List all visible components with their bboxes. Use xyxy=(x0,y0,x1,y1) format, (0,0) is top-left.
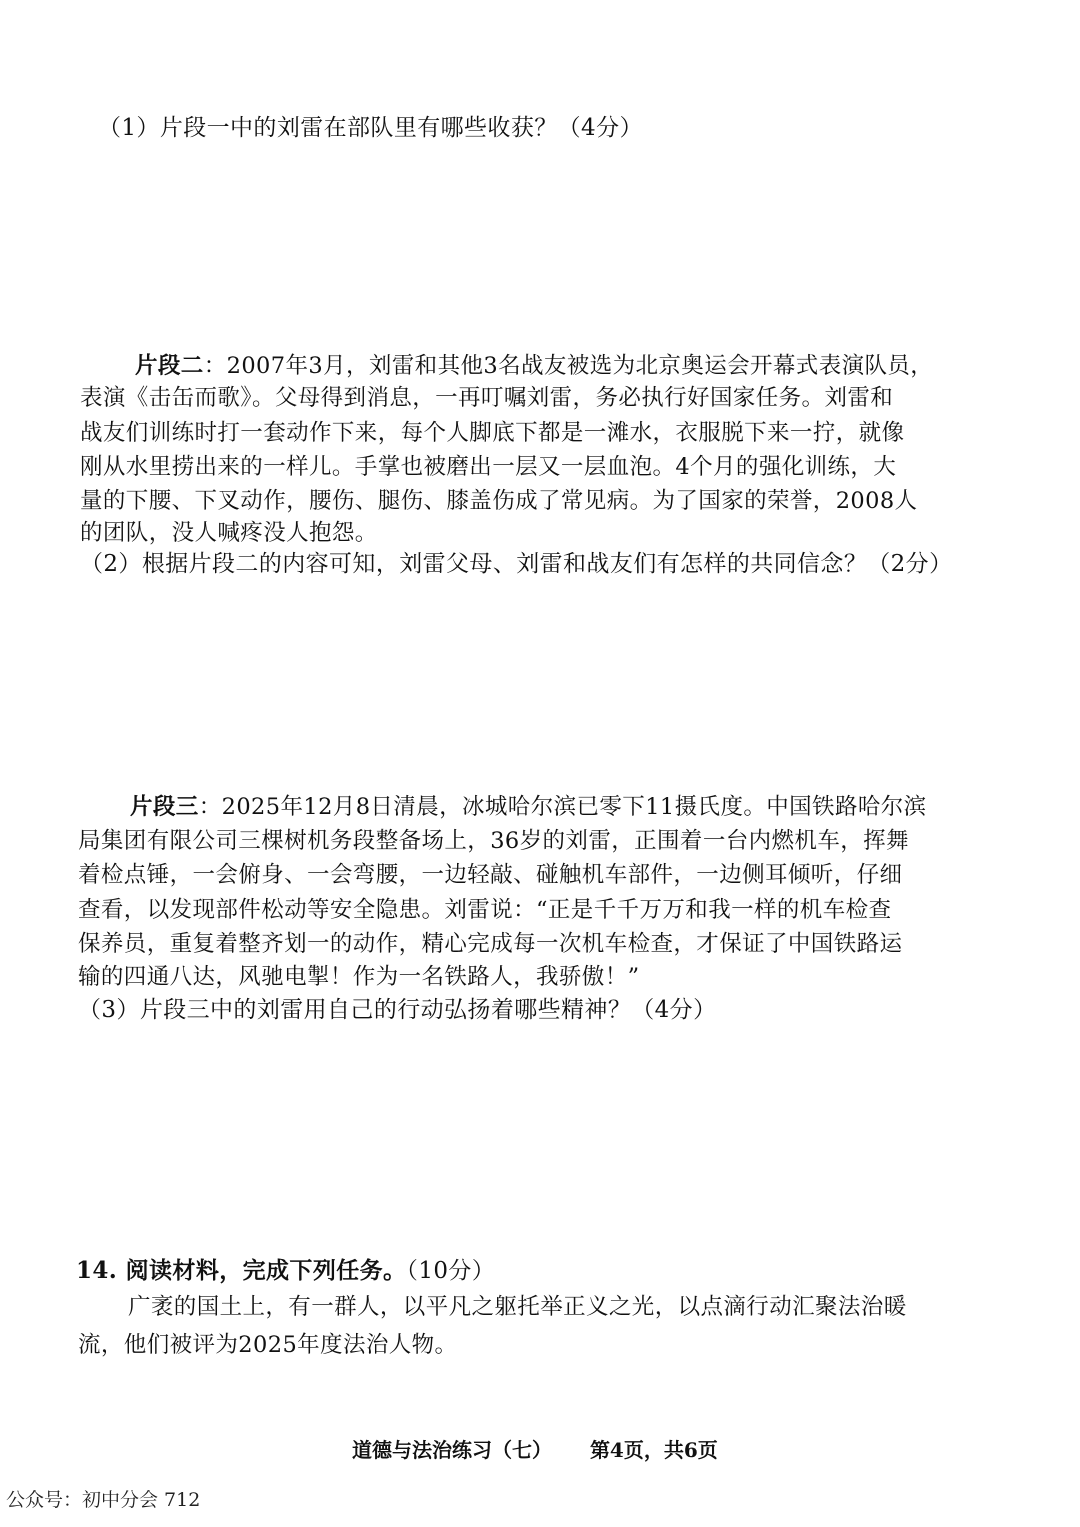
segment-3-label: 片段三 xyxy=(130,794,199,820)
footer-page-number: 第4页，共6页 xyxy=(589,1438,718,1462)
segment-2-label: 片段二 xyxy=(135,353,204,379)
question-2: （2）根据片段二的内容可知，刘雷父母、刘雷和战友们有怎样的共同信念？（2分） xyxy=(80,551,953,577)
segment-3-text: ：2025年12月8日清晨，冰城哈尔滨已零下11摄氏度。中国铁路哈尔滨 xyxy=(198,794,927,820)
segment-2-line-3: 战友们训练时打一套动作下来，每个人脚底下都是一滩水，衣服脱下来一拧，就像 xyxy=(80,420,905,446)
footer-subject: 道德与法治练习（七） xyxy=(352,1438,552,1462)
segment-3-line-2: 局集团有限公司三棵树机务段整备场上，36岁的刘雷，正围着一台内燃机车，挥舞 xyxy=(78,828,909,854)
question-14-title: 14. 阅读材料，完成下列任务。 xyxy=(76,1257,407,1284)
question-14-line-2: 流，他们被评为2025年度法治人物。 xyxy=(78,1332,458,1358)
segment-3-line-4: 查看，以发现部件松动等安全隐患。刘雷说：“正是千千万万和我一样的机车检查 xyxy=(78,897,892,923)
question-14-points: （10分） xyxy=(406,1258,496,1284)
segment-2-line-6: 的团队，没人喊疼没人抱怨。 xyxy=(80,520,378,546)
segment-3-line-5: 保养员，重复着整齐划一的动作，精心完成每一次机车检查，才保证了中国铁路运 xyxy=(78,931,903,957)
question-14-heading xyxy=(76,1256,495,1286)
watermark: 公众号：初中分会 712 xyxy=(6,1489,201,1511)
segment-2-line-5: 量的下腰、下叉动作，腰伤、腿伤、膝盖伤成了常见病。为了国家的荣誉，2008人 xyxy=(80,488,918,514)
segment-3-line-6: 输的四通八达，风驰电掣！作为一名铁路人，我骄傲！” xyxy=(78,964,640,990)
question-3: （3）片段三中的刘雷用自己的行动弘扬着哪些精神？（4分） xyxy=(78,997,717,1023)
question-1: （1）片段一中的刘雷在部队里有哪些收获？（4分） xyxy=(98,115,643,141)
segment-2-text: ：2007年3月，刘雷和其他3名战友被选为北京奥运会开幕式表演队员， xyxy=(203,353,934,379)
question-14-line-1: 广袤的国土上，有一群人，以平凡之躯托举正义之光，以点滴行动汇聚法治暖 xyxy=(128,1294,907,1320)
segment-2-line-1 xyxy=(135,351,933,381)
segment-2-line-4: 刚从水里捞出来的一样儿。手掌也被磨出一层又一层血泡。4个月的强化训练，大 xyxy=(80,454,897,480)
footer xyxy=(352,1436,718,1464)
segment-3-line-1 xyxy=(130,792,927,822)
segment-3-line-3: 着检点锤，一会俯身、一会弯腰，一边轻敲、碰触机车部件，一边侧耳倾听，仔细 xyxy=(78,862,903,888)
segment-2-line-2: 表演《击缶而歌》。父母得到消息，一再叮嘱刘雷，务必执行好国家任务。刘雷和 xyxy=(80,385,894,411)
